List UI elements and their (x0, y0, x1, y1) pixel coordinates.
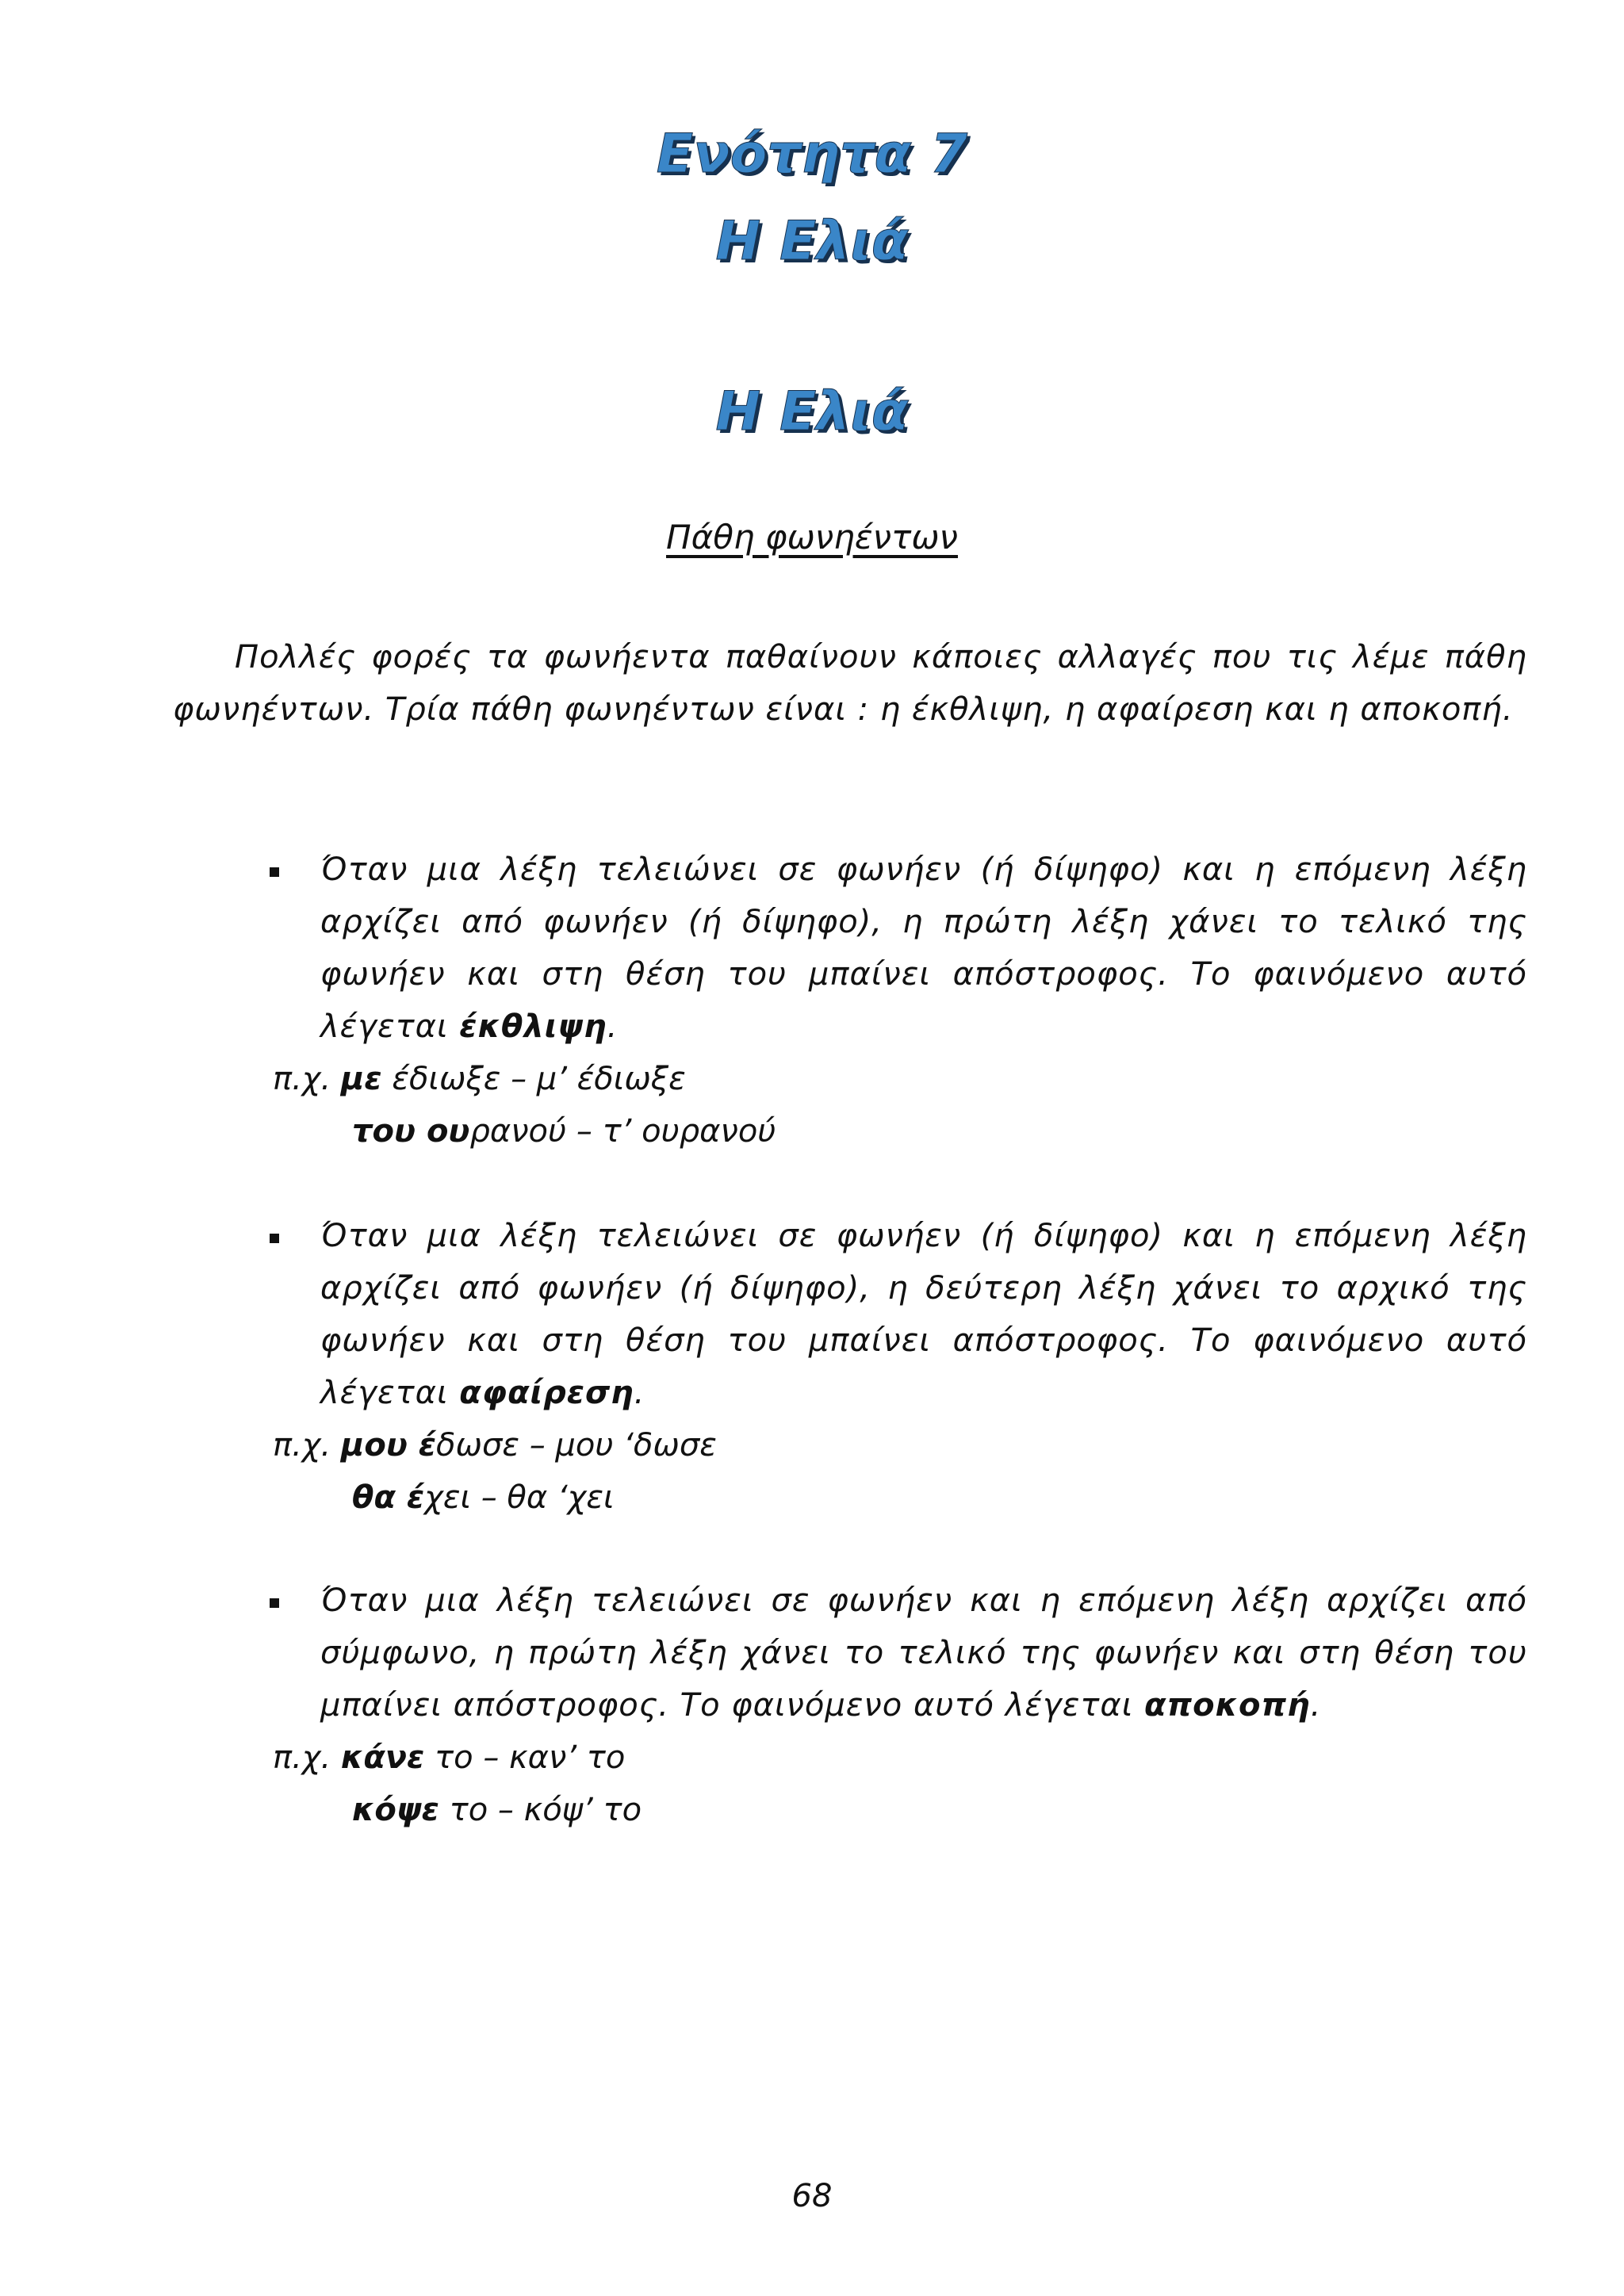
bullet-item-apokopi (270, 1575, 1527, 1732)
example-prefix: π.χ. (273, 1427, 341, 1464)
example-line (273, 1053, 686, 1105)
example-line (352, 1105, 776, 1158)
example-line (352, 1784, 642, 1836)
bullet-text-before: Όταν μια λέξη τελειώνει σε φωνήεν και η επόμενη λέξη αρχίζει από σύμφωνο, η πρώτη λέξη χάνει το τελικό της φωνήεν και στη θέση του μπαίνει απόστροφος. Το φαινόμενο αυτό λέγεται (320, 1582, 1527, 1724)
chapter-number-title: Ενότητα 7 (656, 123, 968, 186)
bullet-text-after: . (1310, 1687, 1322, 1724)
example-bold: του ου (352, 1113, 470, 1150)
example-rest: το – καν’ το (424, 1739, 626, 1776)
example-rest: έδιωξε – μ’ έδιωξε (381, 1061, 686, 1097)
bullet-text-before: Όταν μια λέξη τελειώνει σε φωνήεν (ή δίψηφο) και η επόμενη λέξη αρχίζει από φωνήεν (ή δίψηφο), η δεύτερη λέξη χάνει το αρχικό της φωνήεν και στη θέση του μπαίνει απόστροφος. Το φαινόμενο αυτό λέγεται (320, 1218, 1527, 1411)
example-prefix: π.χ. (273, 1061, 341, 1097)
example-rest: χει – θα ‘χει (424, 1479, 615, 1516)
example-line (273, 1419, 717, 1471)
example-rest: δωσε – μου ‘δωσε (436, 1427, 717, 1464)
bullet-term: αποκοπή (1144, 1687, 1311, 1724)
bullet-text-after: . (607, 1008, 619, 1045)
subheading: Πάθη φωνηέντων (666, 518, 958, 557)
intro-paragraph: Πολλές φορές τα φωνήεντα παθαίνουν κάποιες αλλαγές που τις λέμε πάθη φωνηέντων. Τρία πάθη φωνηέντων είναι : η έκθλιψη, η αφαίρεση και η αποκοπή. (173, 639, 1527, 728)
example-bold: κόψε (352, 1792, 439, 1828)
example-bold: μου έ (340, 1427, 437, 1464)
bullet-text (320, 844, 1527, 1053)
example-bold: κάνε (340, 1739, 425, 1776)
bullet-text-before: Όταν μια λέξη τελειώνει σε φωνήεν (ή δίψηφο) και η επόμενη λέξη αρχίζει από φωνήεν (ή δίψηφο), η πρώτη λέξη χάνει το τελικό της φωνήεν και στη θέση του μπαίνει απόστροφος. Το φαινόμενο αυτό λέγεται (320, 851, 1527, 1045)
bullet-icon (270, 1234, 279, 1243)
bullet-icon (270, 1598, 279, 1608)
page-number: 68 (791, 2178, 833, 2214)
chapter-name-title: Η Ελιά (715, 210, 909, 273)
bullet-text (320, 1575, 1527, 1732)
example-line (352, 1471, 615, 1524)
bullet-item-afairesi (270, 1210, 1527, 1419)
bullet-term: έκθλιψη (459, 1008, 607, 1045)
bullet-item-ekthlipsi (270, 844, 1527, 1053)
example-rest: ρανού – τ’ ουρανού (469, 1113, 776, 1150)
example-line (273, 1732, 625, 1784)
bullet-icon (270, 867, 279, 877)
example-rest: το – κόψ’ το (439, 1792, 642, 1828)
bullet-term: αφαίρεση (459, 1375, 634, 1411)
example-prefix: π.χ. (273, 1739, 341, 1776)
bullet-text-after: . (634, 1375, 645, 1411)
example-bold: με (340, 1061, 382, 1097)
example-bold: θα έ (352, 1479, 425, 1516)
bullet-text (320, 1210, 1527, 1419)
section-title: Η Ελιά (715, 381, 909, 443)
